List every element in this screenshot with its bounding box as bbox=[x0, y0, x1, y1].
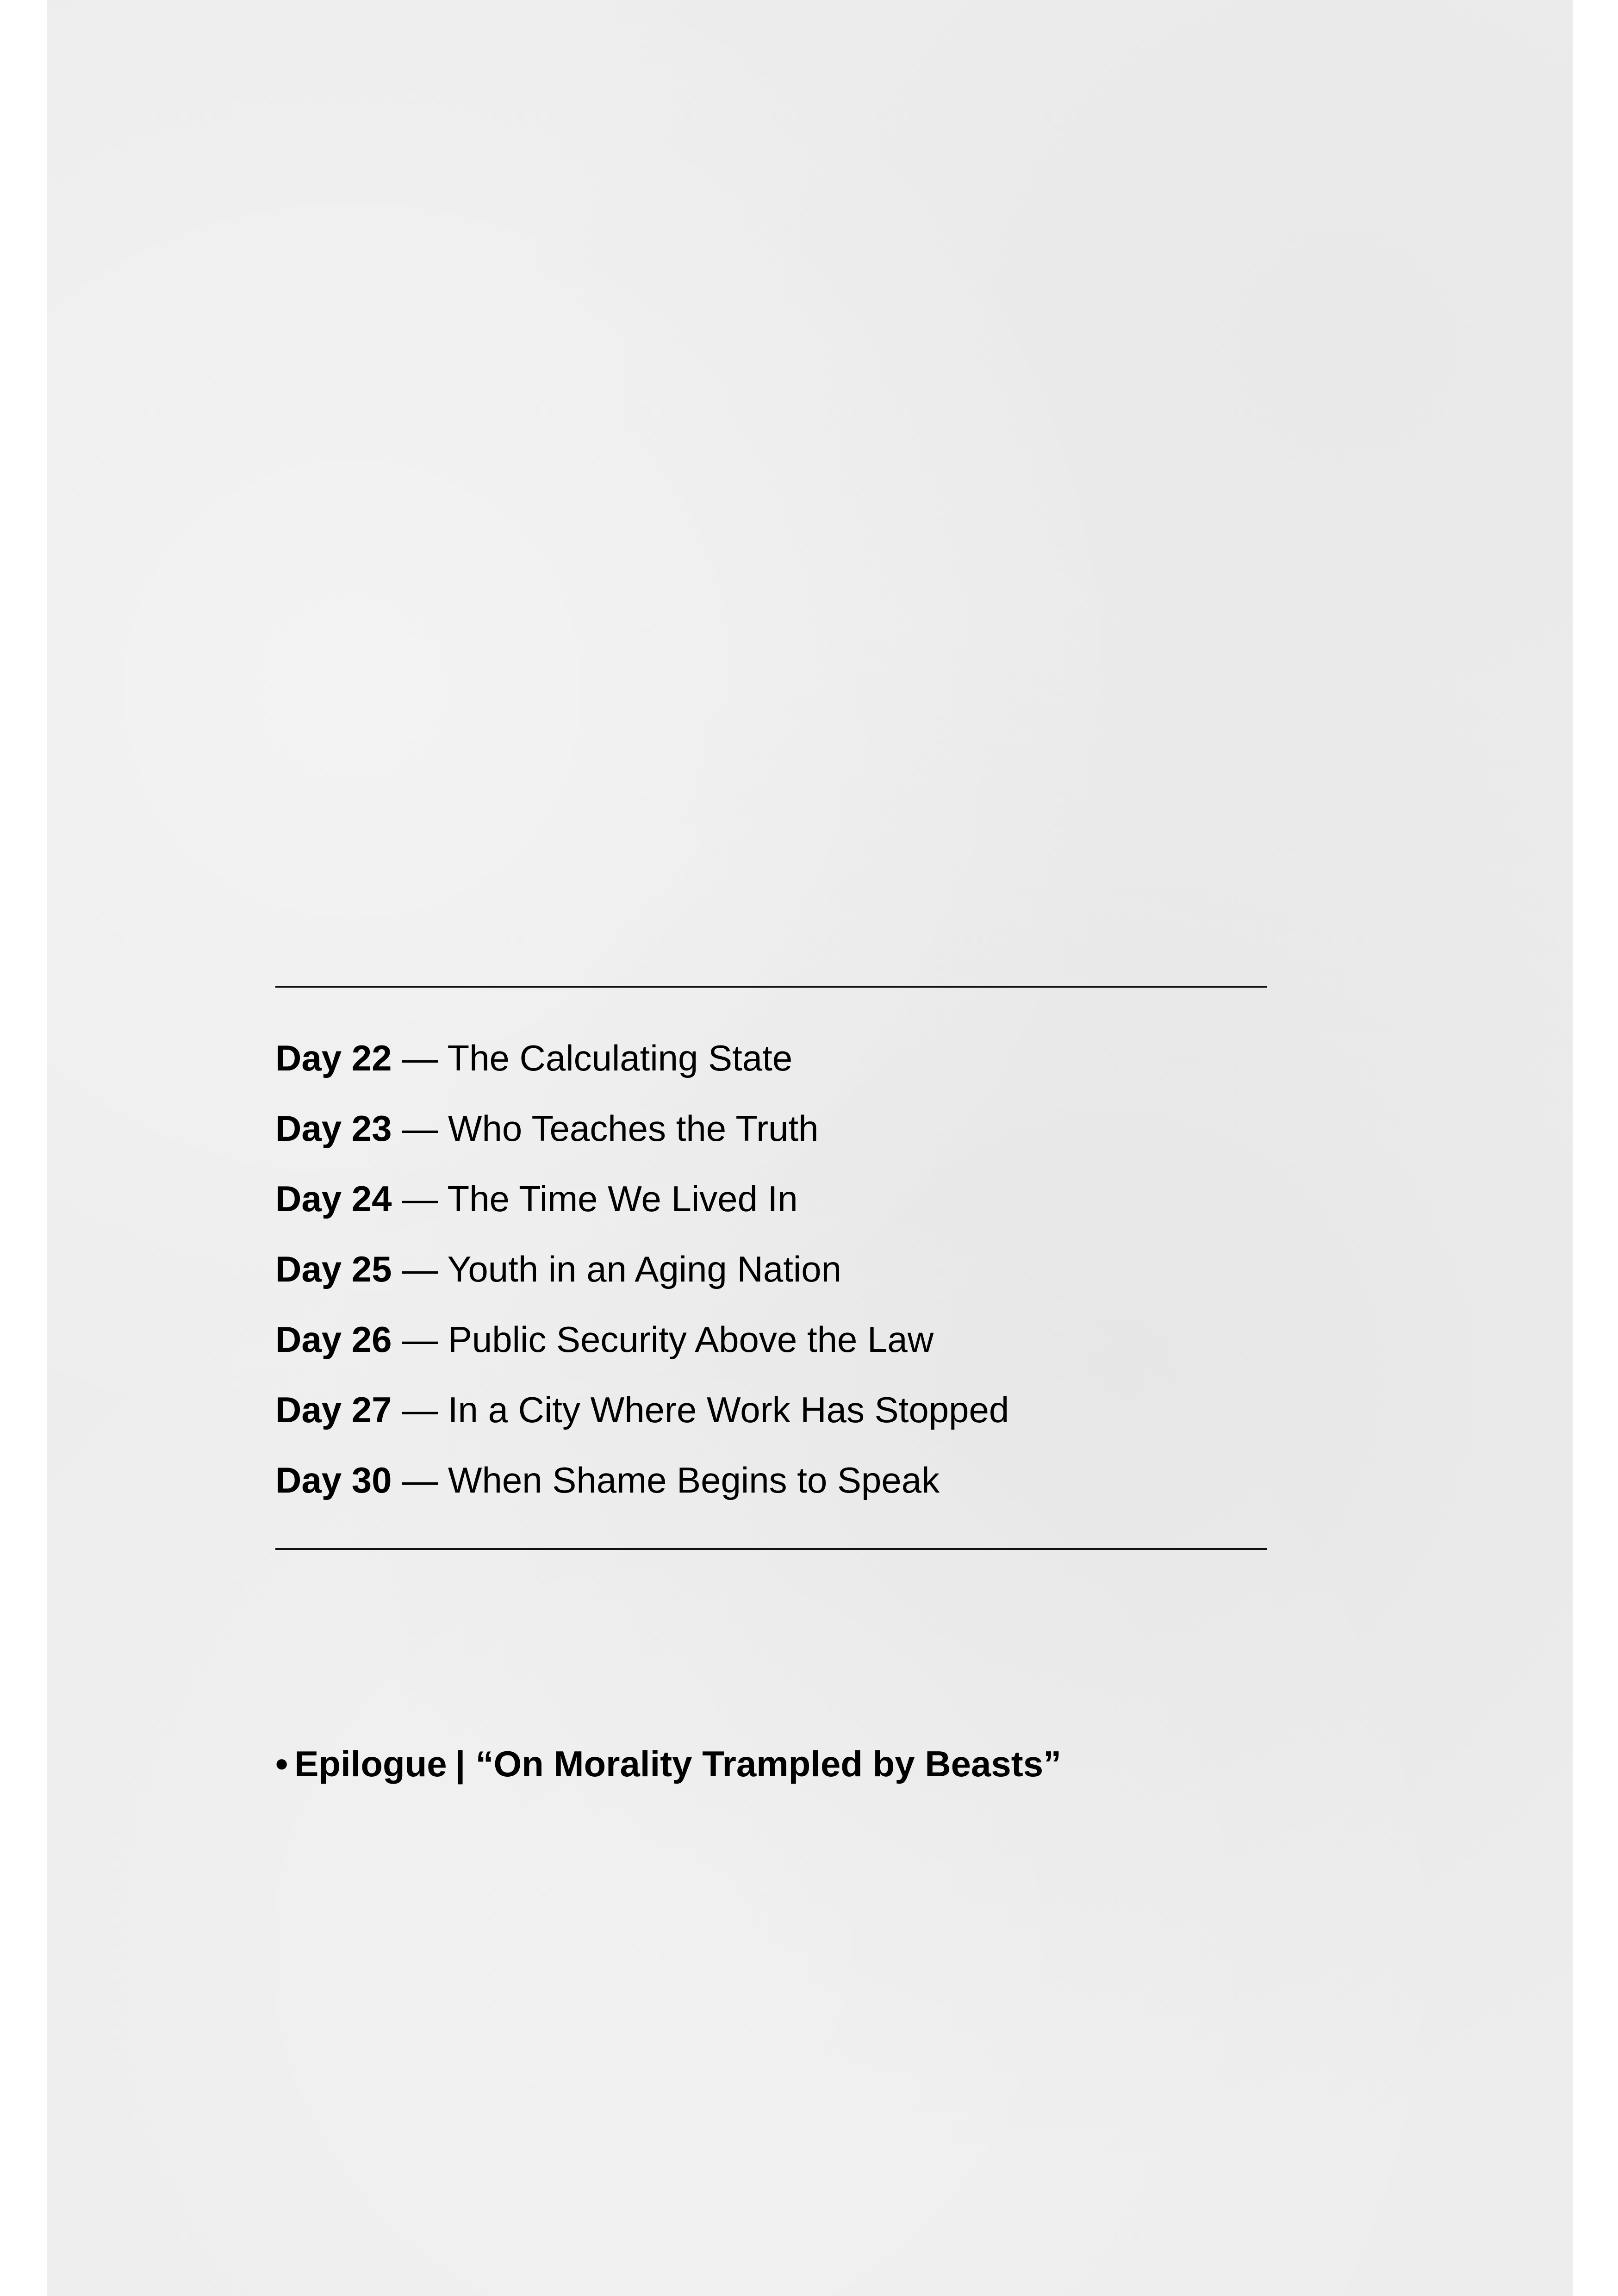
toc-day-label: Day 25 bbox=[275, 1249, 392, 1289]
toc-entry-title: — The Calculating State bbox=[402, 1038, 793, 1078]
toc-entry-day-22 bbox=[275, 1032, 1267, 1102]
toc-day-label: Day 23 bbox=[275, 1108, 392, 1149]
epilogue-entry bbox=[275, 1738, 1061, 1790]
toc-entry-day-23 bbox=[275, 1102, 1267, 1173]
bottom-divider bbox=[275, 1548, 1267, 1550]
table-of-contents bbox=[275, 1032, 1267, 1524]
bullet-icon: • bbox=[275, 1743, 288, 1784]
toc-entry-title: — When Shame Begins to Speak bbox=[402, 1460, 940, 1500]
toc-day-label: Day 22 bbox=[275, 1038, 392, 1078]
epilogue-label: Epilogue bbox=[294, 1743, 447, 1784]
toc-entry-day-25 bbox=[275, 1243, 1267, 1313]
toc-entry-title: — Youth in an Aging Nation bbox=[402, 1249, 841, 1289]
toc-entry-title: — The Time We Lived In bbox=[402, 1178, 798, 1219]
toc-entry-day-26 bbox=[275, 1313, 1267, 1384]
toc-day-label: Day 24 bbox=[275, 1178, 392, 1219]
toc-entry-title: — In a City Where Work Has Stopped bbox=[402, 1389, 1009, 1430]
epilogue-title: “On Morality Trampled by Beasts” bbox=[475, 1743, 1062, 1784]
toc-entry-title: — Public Security Above the Law bbox=[402, 1319, 934, 1360]
toc-entry-day-24 bbox=[275, 1173, 1267, 1243]
toc-day-label: Day 26 bbox=[275, 1319, 392, 1360]
toc-entry-day-30 bbox=[275, 1454, 1267, 1524]
toc-day-label: Day 27 bbox=[275, 1389, 392, 1430]
toc-day-label: Day 30 bbox=[275, 1460, 392, 1500]
top-divider bbox=[275, 986, 1267, 988]
toc-entry-title: — Who Teaches the Truth bbox=[402, 1108, 819, 1149]
epilogue-separator: | bbox=[455, 1743, 466, 1784]
toc-entry-day-27 bbox=[275, 1384, 1267, 1454]
